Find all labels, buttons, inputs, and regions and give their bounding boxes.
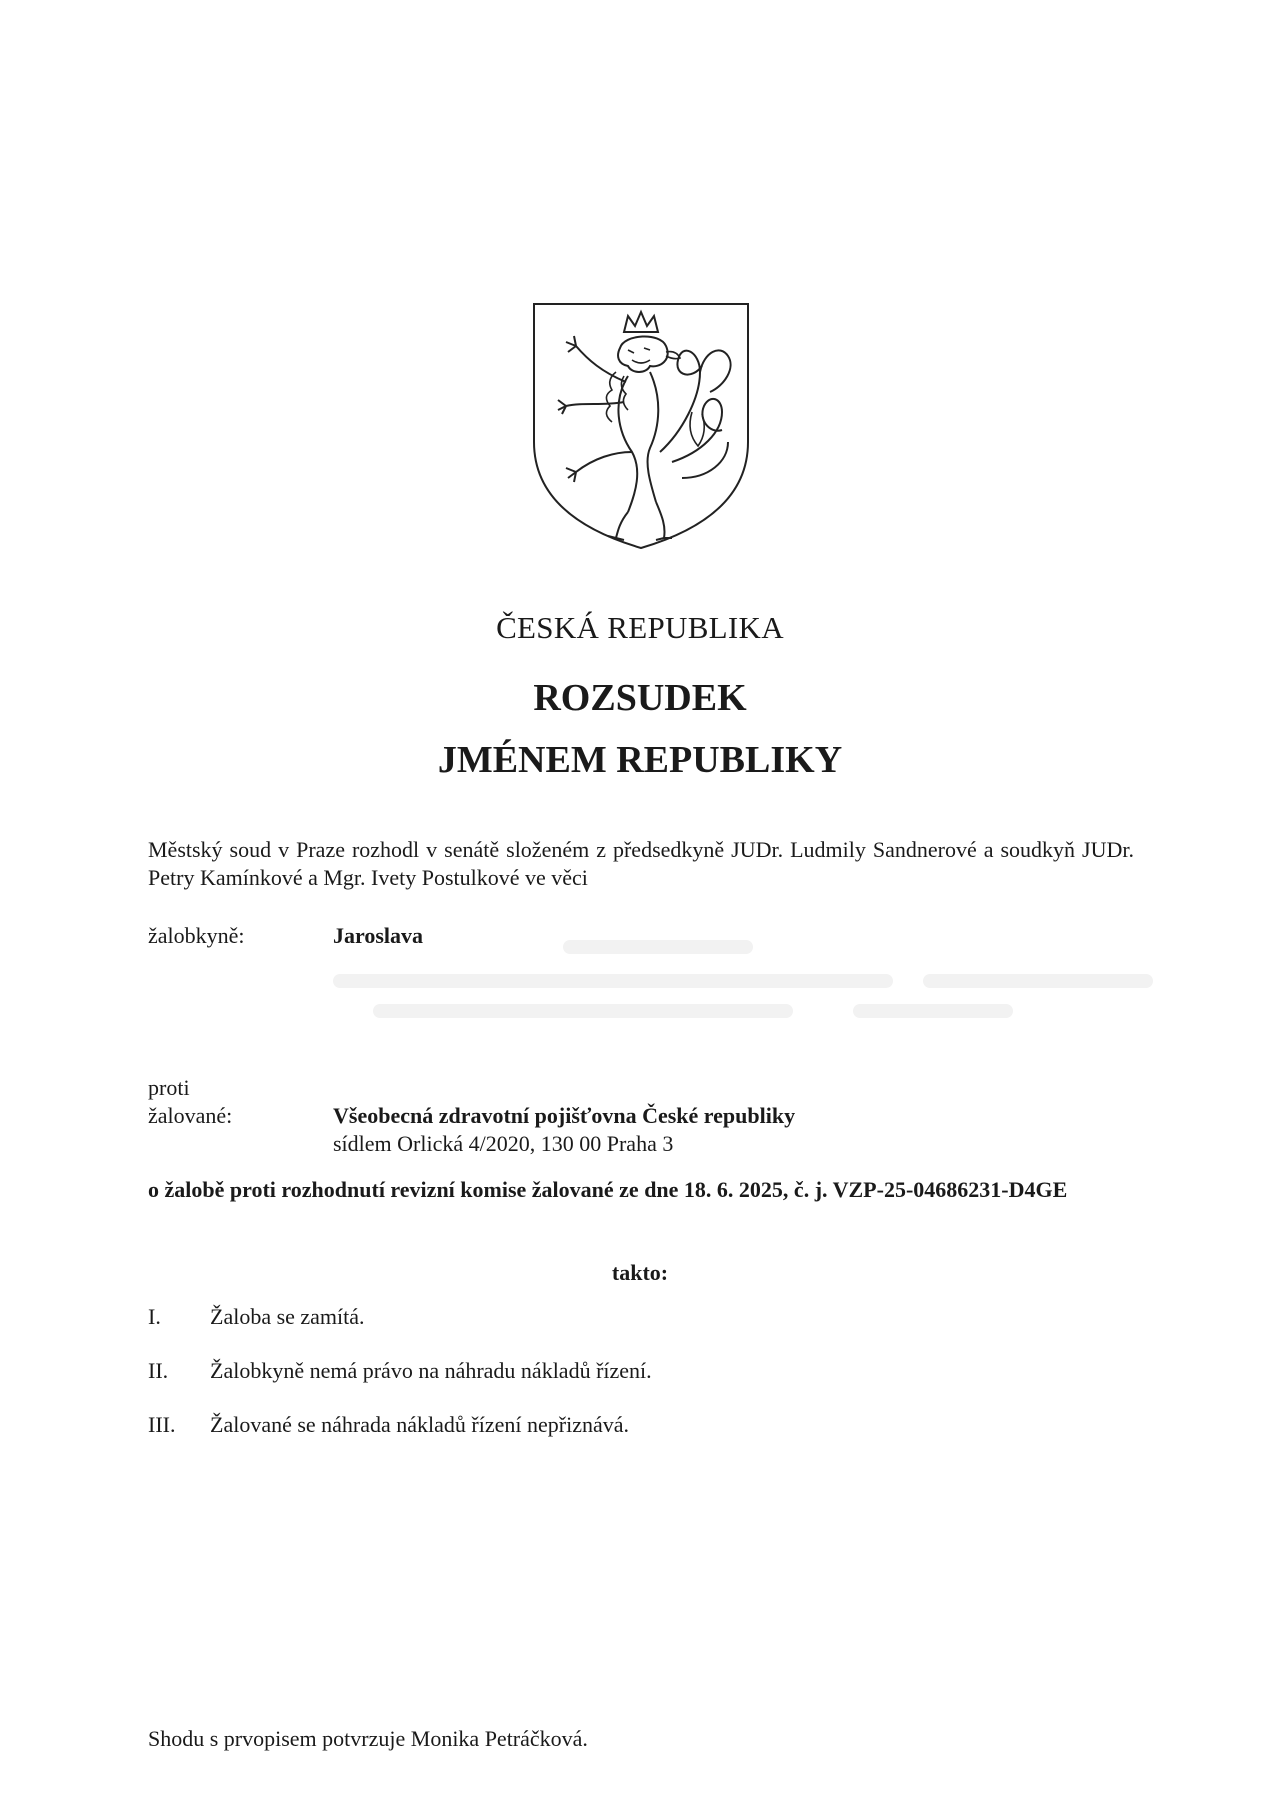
redacted-plaintiff-details [333,960,1153,1040]
judgment-subtitle: JMÉNEM REPUBLIKY [437,739,843,781]
against-label: proti [148,1075,190,1100]
verdict-item-number: II. [148,1358,169,1383]
case-subject: o žalobě proti rozhodnutí revizní komise žalované ze dne 18. 6. 2025, č. j. VZP-25-04686231-D4GE [148,1177,1068,1202]
verdict-item-text: Žaloba se zamítá. [210,1304,365,1329]
plaintiff-label: žalobkyně: [148,923,245,948]
defendant-label: žalované: [148,1103,233,1128]
plaintiff-name: Jaroslava [333,923,424,948]
judgment-title: ROZSUDEK [533,677,747,719]
takto-heading: takto: [611,1260,669,1285]
certification-note: Shodu s prvopisem potvrzuje Monika Petráčková. [148,1726,588,1751]
court-composition-text: Městský soud v Praze rozhodl v senátě složeném z předsedkyně JUDr. Ludmily Sandnerové a soudkyň JUDr. Petry Kamínkové a Mgr. Ivety Postulkové ve věci [148,837,1134,890]
defendant-name: Všeobecná zdravotní pojišťovna České republiky [333,1103,796,1128]
verdict-item-text: Žalované se náhrada nákladů řízení nepřiznává. [210,1412,630,1437]
defendant-address: sídlem Orlická 4/2020, 130 00 Praha 3 [333,1131,674,1156]
state-coat-of-arms [532,302,750,550]
verdict-item-text: Žalobkyně nemá právo na náhradu nákladů řízení. [210,1358,652,1383]
verdict-item-number: I. [148,1304,161,1329]
country-heading: ČESKÁ REPUBLIKA [496,610,784,645]
verdict-item-number: III. [148,1412,176,1437]
